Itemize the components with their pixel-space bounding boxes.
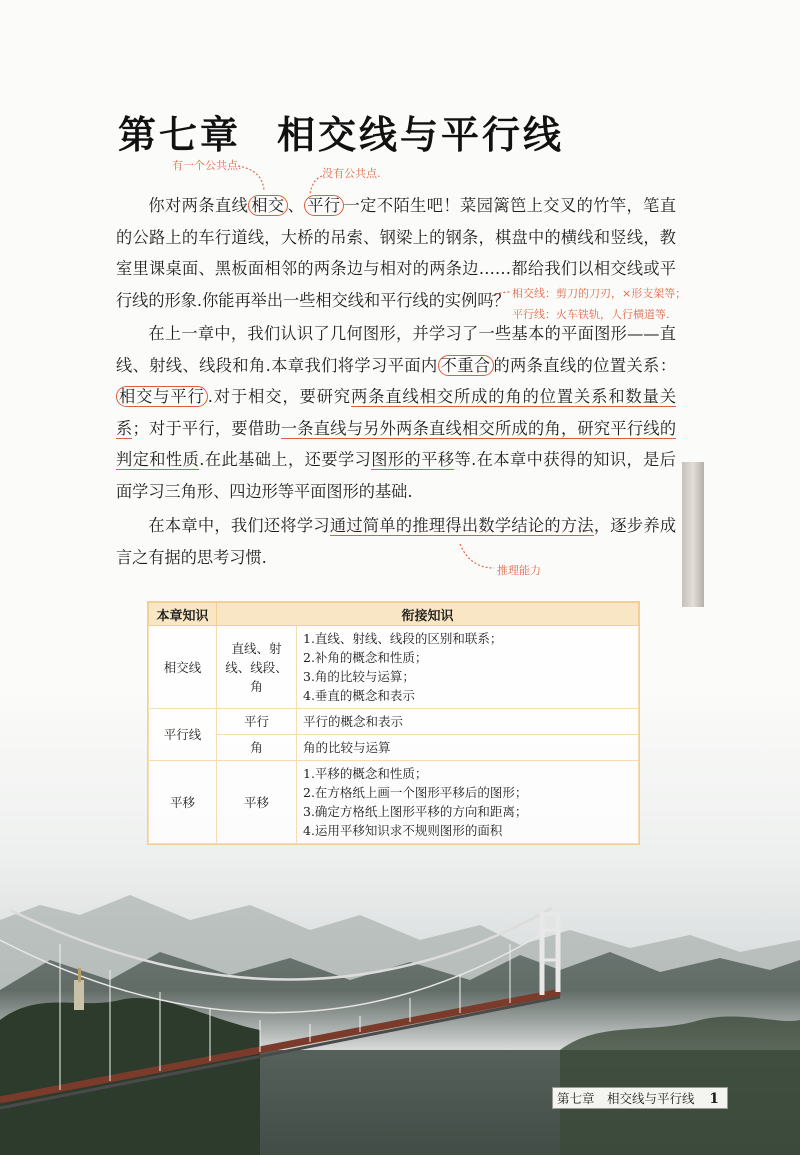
- annotation-intersect-examples: 相交线：剪刀的刀刃，×形支架等；: [512, 287, 687, 300]
- topic-cell: 平行线: [149, 709, 217, 761]
- intro-paragraph-3: [116, 510, 676, 573]
- p2-underline-angles: 两条直线相交所成的角的位置关系和数量关系: [116, 387, 677, 438]
- header-linked-knowledge: 衔接知识: [217, 603, 639, 626]
- list-item: 3.确定方格纸上图形平移的方向和距离；: [303, 804, 528, 819]
- footer-chapter: 第七章 相交线与平行线: [557, 1091, 695, 1106]
- p2-relations-highlight: 相交与平行: [116, 386, 208, 407]
- table-row: [149, 709, 639, 735]
- list-item: 2.补角的概念和性质；: [303, 650, 428, 665]
- items-cell: 角的比较与运算: [297, 735, 639, 761]
- list-item: 1.直线、射线、线段的区别和联系；: [303, 631, 503, 646]
- p2-text-g: .在此基础上，还要学习: [199, 450, 372, 469]
- p1-parallel-highlight: 平行: [304, 195, 343, 216]
- knowledge-link-table: [148, 602, 639, 844]
- annotation-reasoning-ability: 推理能力: [497, 564, 541, 577]
- items-cell: [297, 626, 639, 709]
- annotation-one-common-point: 有一个公共点.: [172, 159, 242, 172]
- p3-text-c: ，逐步养成言之有据的思考习惯.: [116, 516, 677, 567]
- table-row: [149, 761, 639, 844]
- intro-paragraph-2: [116, 318, 676, 507]
- topic-cell: 平移: [149, 761, 217, 844]
- items-cell: 平行的概念和表示: [297, 709, 639, 735]
- intro-paragraph-1: [116, 190, 676, 316]
- p2-text-e: ；对于平行，要借助: [132, 418, 281, 438]
- p2-text-a: 在上一章中，我们认识了几何图形，并学习了一些基本的平面图形——直线、射线、线段和角.本章我们将学习平面内: [116, 324, 676, 375]
- p2-text-c: .对于相交，要研究: [207, 387, 352, 406]
- p2-not-coincide-highlight: 不重合: [438, 355, 494, 376]
- subtopic-cell: 直线、射线、线段、角: [217, 626, 297, 709]
- list-item: 4.垂直的概念和表示: [303, 688, 415, 703]
- p1-intersect-highlight: 相交: [248, 195, 287, 216]
- table-row: [149, 735, 639, 761]
- chapter-name: 相交线与平行线: [277, 112, 565, 157]
- annotation-no-common-point: 没有公共点.: [322, 167, 381, 180]
- p2-text-i: 等.在本章中获得的知识，是后面学习三角形、四边形等平面图形的基础.: [116, 450, 676, 501]
- table-row: [149, 626, 639, 709]
- subtopic-cell: 平移: [217, 761, 297, 844]
- p1-text-a: 你对两条直线: [148, 196, 249, 215]
- page-footer: [552, 1087, 728, 1109]
- p1-text-c: 一定不陌生吧！菜园篱笆上交叉的竹竿，笔直的公路上的车行道线，大桥的吊索、钢梁上的钢条，棋盘中的横线和竖线，教室里课桌面、黑板面相邻的两条边与相对的两条边……都给我们以相交线或平行线的形象.你能再举出一些相交线和平行线的实例吗？: [116, 196, 677, 310]
- items-cell: [297, 761, 639, 844]
- header-chapter-knowledge: 本章知识: [149, 603, 217, 626]
- p3-text-a: 在本章中，我们还将学习: [148, 516, 330, 535]
- subtopic-cell: 平行: [217, 709, 297, 735]
- list-item: 4.运用平移知识求不规则图形的面积: [303, 823, 503, 838]
- list-item: 3.角的比较与运算；: [303, 669, 415, 684]
- subtopic-cell: 角: [217, 735, 297, 761]
- p1-text-b: 、: [287, 196, 305, 215]
- list-item: 1.平移的概念和性质；: [303, 766, 428, 781]
- page-number: 1: [709, 1091, 719, 1107]
- p3-underline-reasoning: 通过简单的推理得出数学结论的方法: [329, 516, 594, 535]
- topic-cell: 相交线: [149, 626, 217, 709]
- p2-underline-translation: 图形的平移: [371, 450, 455, 469]
- p2-text-b: 的两条直线的位置关系：: [493, 355, 677, 375]
- p2-underline-parallel: 一条直线与另外两条直线相交所成的角，研究平行线的判定和性质: [116, 418, 677, 469]
- annotation-parallel-examples: 平行线：火车铁轨，人行横道等.: [512, 308, 670, 321]
- chapter-number: 第七章: [118, 112, 242, 157]
- list-item: 2.在方格纸上画一个图形平移后的图形；: [303, 785, 528, 800]
- table-header-row: [149, 603, 639, 626]
